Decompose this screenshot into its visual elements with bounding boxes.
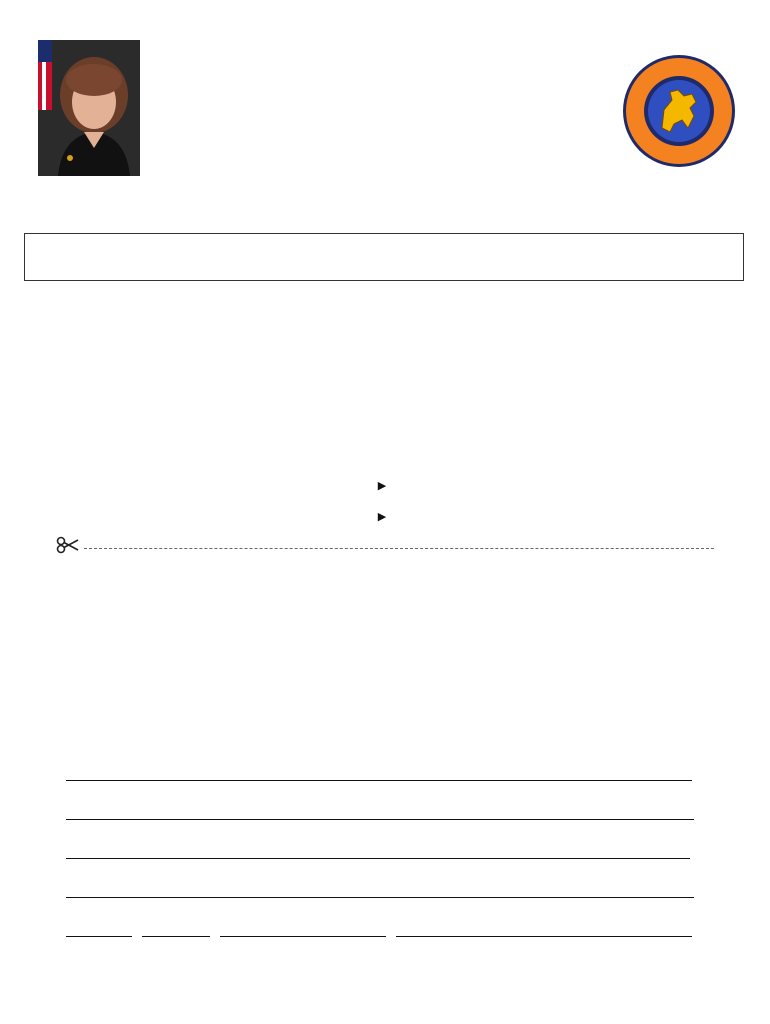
section-input-line[interactable] — [66, 920, 132, 937]
city-state-zip-field — [62, 842, 690, 859]
block-input-line[interactable] — [142, 920, 210, 937]
unit-input-line[interactable] — [396, 920, 692, 937]
property-identifiers-row — [62, 920, 692, 937]
phone-field — [62, 881, 694, 898]
clerk-portrait — [38, 40, 140, 176]
name-input-line[interactable] — [66, 764, 692, 781]
requirement-item-fee — [0, 506, 770, 528]
address-field — [62, 803, 694, 820]
city-state-zip-input-line[interactable] — [66, 842, 690, 859]
address-input-line[interactable] — [66, 803, 694, 820]
phone-input-line[interactable] — [66, 881, 694, 898]
scissors-icon — [56, 536, 82, 554]
title-box — [24, 233, 744, 281]
cut-line-divider — [84, 548, 714, 549]
requirement-item-property — [0, 476, 770, 496]
name-field — [62, 764, 692, 781]
bullet-arrow-icon: ▶ — [377, 511, 387, 523]
bullet-arrow-icon: ▶ — [377, 480, 387, 492]
county-seal — [622, 54, 736, 168]
lots-input-line[interactable] — [220, 920, 386, 937]
